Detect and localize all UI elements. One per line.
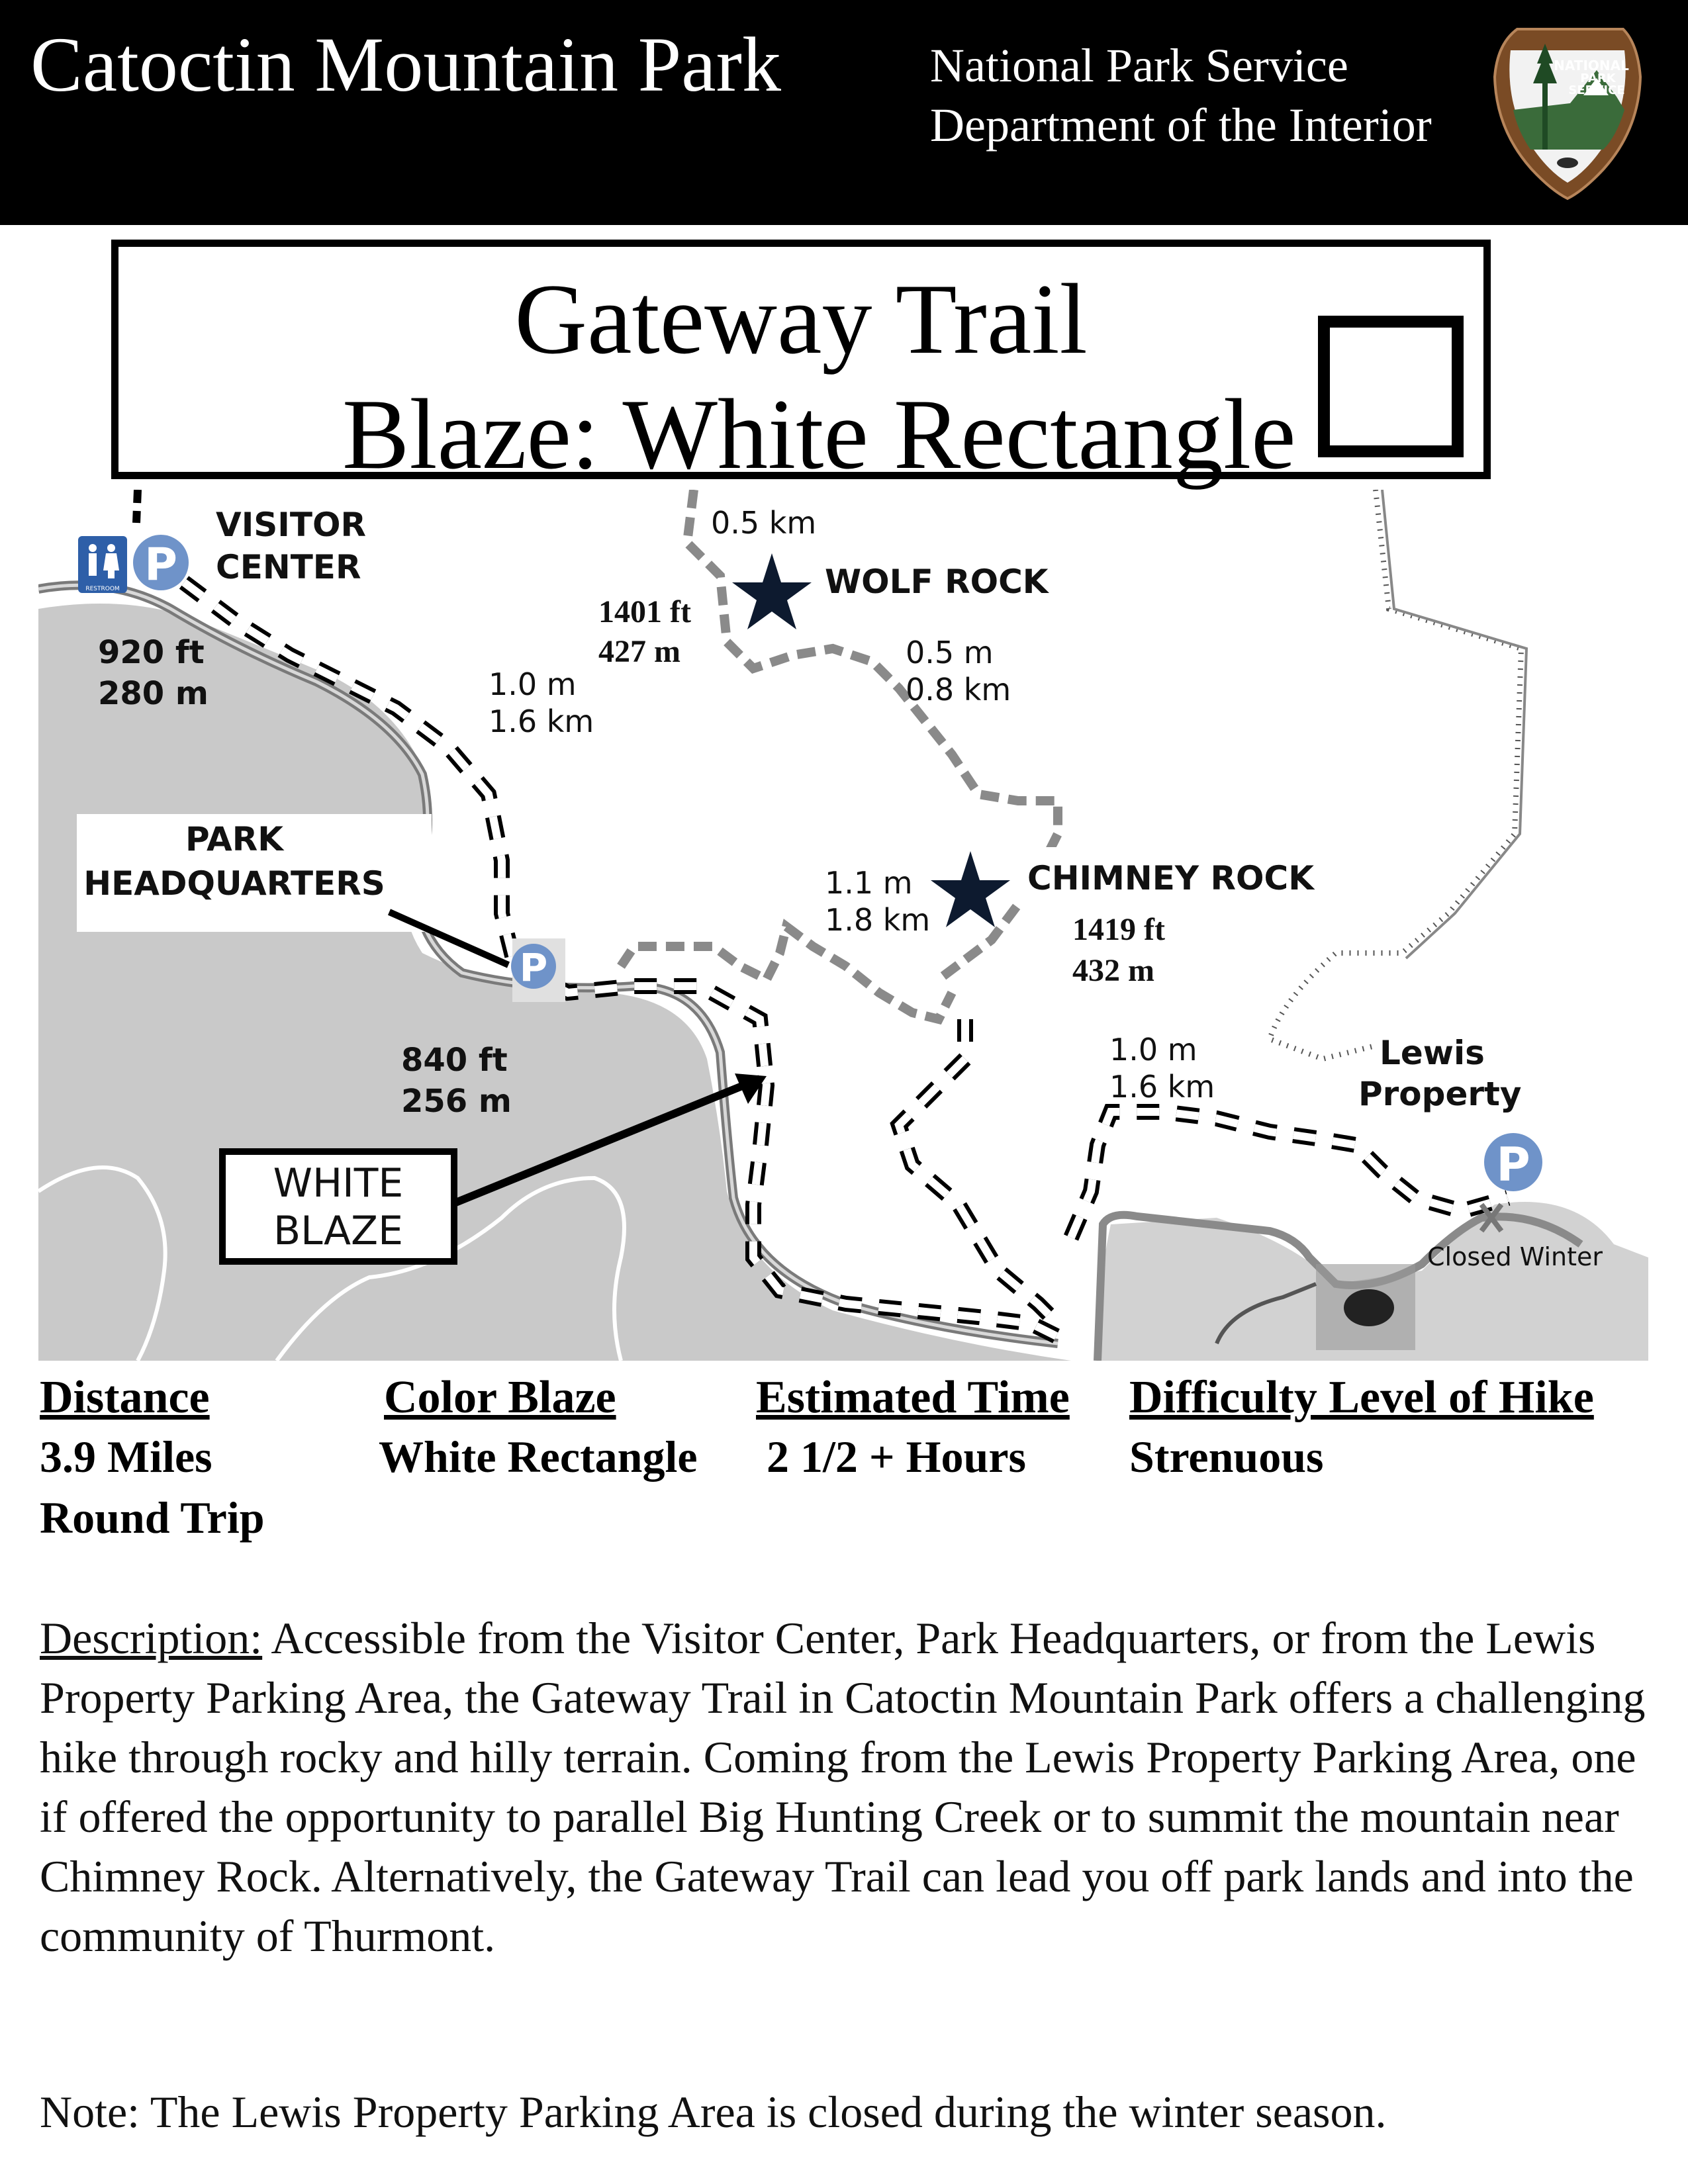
parking-icon-headquarters <box>511 938 565 1002</box>
wolf-rock-elevation-m: 427 m <box>598 634 680 669</box>
winter-closure-note: Note: The Lewis Property Parking Area is closed during the winter season. <box>40 2087 1387 2137</box>
logo-text-national: NATIONAL <box>1554 58 1629 73</box>
visitor-center-elevation-m: 280 m <box>98 675 209 712</box>
svg-text:P: P <box>144 539 177 591</box>
nps-arrowhead-logo <box>1491 24 1644 201</box>
description-label: Description: <box>40 1613 263 1663</box>
trail-stub-top <box>136 490 138 523</box>
park-name: Catoctin Mountain Park <box>30 21 781 108</box>
distance-to-lewis-km: 1.6 km <box>1109 1069 1215 1105</box>
logo-text-service: SERVICE <box>1568 83 1625 97</box>
logo-text-park: PARK <box>1580 71 1616 85</box>
visitor-center-label-line-2: CENTER <box>216 548 361 586</box>
other-trail-loop <box>621 927 952 1019</box>
difficulty-heading: Difficulty Level of Hike <box>1129 1372 1594 1423</box>
wolf-rock-label: WOLF ROCK <box>825 563 1049 601</box>
chimney-rock-elevation-m: 432 m <box>1072 953 1154 988</box>
lewis-property-label-line-2: Property <box>1358 1075 1522 1113</box>
agency-line-2: Department of the Interior <box>930 99 1432 152</box>
trail-blaze-title: Blaze: White Rectangle <box>342 379 1296 490</box>
distance-wolf-chimney-km: 0.8 km <box>906 672 1011 707</box>
creek-elevation-ft: 840 ft <box>401 1042 508 1079</box>
visitor-center-label-line-1: VISITOR <box>216 506 367 544</box>
wolf-rock-elevation-ft: 1401 ft <box>598 594 691 629</box>
visitor-center-elevation-ft: 920 ft <box>98 634 205 671</box>
difficulty-value: Strenuous <box>1129 1432 1324 1482</box>
distance-round-trip: Round Trip <box>40 1492 265 1543</box>
agency-line-1: National Park Service <box>930 39 1348 92</box>
restroom-icon <box>78 536 127 593</box>
distance-hq-chimney-km: 1.8 km <box>825 902 931 938</box>
distance-wolf-chimney-mi: 0.5 m <box>906 635 994 670</box>
distance-to-lewis-mi: 1.0 m <box>1109 1032 1197 1068</box>
distance-hq-chimney-mi: 1.1 m <box>825 865 913 901</box>
white-blaze-label-line-2: BLAZE <box>273 1208 404 1254</box>
chimney-rock-star-icon <box>931 851 1010 927</box>
boundary-line-solid <box>1382 490 1526 958</box>
trail-description <box>40 1608 1655 1966</box>
chimney-rock-elevation-ft: 1419 ft <box>1072 912 1165 947</box>
wolf-rock-star-icon <box>732 553 812 629</box>
creek-elevation-m: 256 m <box>401 1083 512 1120</box>
svg-text:P: P <box>519 945 548 990</box>
parking-icon-visitor-center <box>133 535 189 591</box>
trail-title: Gateway Trail <box>514 263 1088 375</box>
color-blaze-heading: Color Blaze <box>384 1372 616 1423</box>
description-text: Accessible from the Visitor Center, Park Headquarters, or from the Lewis Property Parking Area, the Gateway Trail in Catoctin Mountain Park offers a challenging hike through rocky and hilly terrain. Coming from the Lewis Property Parking Area, one if offered the opportunity to parallel Big Hunting Creek or to summit the mountain near Chimney Rock. Alternatively, the Gateway Trail can lead you off park lands and into the community of Thurmont. <box>40 1613 1646 1961</box>
chimney-rock-label: CHIMNEY ROCK <box>1027 859 1314 897</box>
distance-value: 3.9 Miles <box>40 1432 212 1482</box>
header-banner <box>0 0 1688 225</box>
color-blaze-value: White Rectangle <box>379 1432 698 1482</box>
distance-vc-hq-km: 1.6 km <box>489 704 594 739</box>
lewis-property-label-line-1: Lewis <box>1380 1034 1485 1072</box>
distance-heading: Distance <box>40 1372 210 1423</box>
estimated-time-heading: Estimated Time <box>756 1372 1070 1423</box>
white-blaze-label-line-1: WHITE <box>273 1160 404 1206</box>
headquarters-label-line-2: HEADQUARTERS <box>83 864 385 903</box>
closed-winter-label: Closed Winter <box>1427 1242 1603 1271</box>
restroom-label: RESTROOM <box>85 586 120 592</box>
trail-title-box <box>111 240 1491 490</box>
svg-text:P: P <box>1496 1138 1530 1192</box>
park-boundary <box>1270 490 1521 1059</box>
estimated-time-value: 2 1/2 + Hours <box>767 1432 1026 1482</box>
trail-map <box>38 490 1648 1361</box>
distance-vc-hq-mi: 1.0 m <box>489 666 577 702</box>
white-rectangle-blaze-icon <box>1318 316 1464 457</box>
distance-top-km: 0.5 km <box>711 505 817 541</box>
headquarters-label-line-1: PARK <box>185 820 283 858</box>
parking-icon-lewis-property <box>1484 1133 1542 1192</box>
